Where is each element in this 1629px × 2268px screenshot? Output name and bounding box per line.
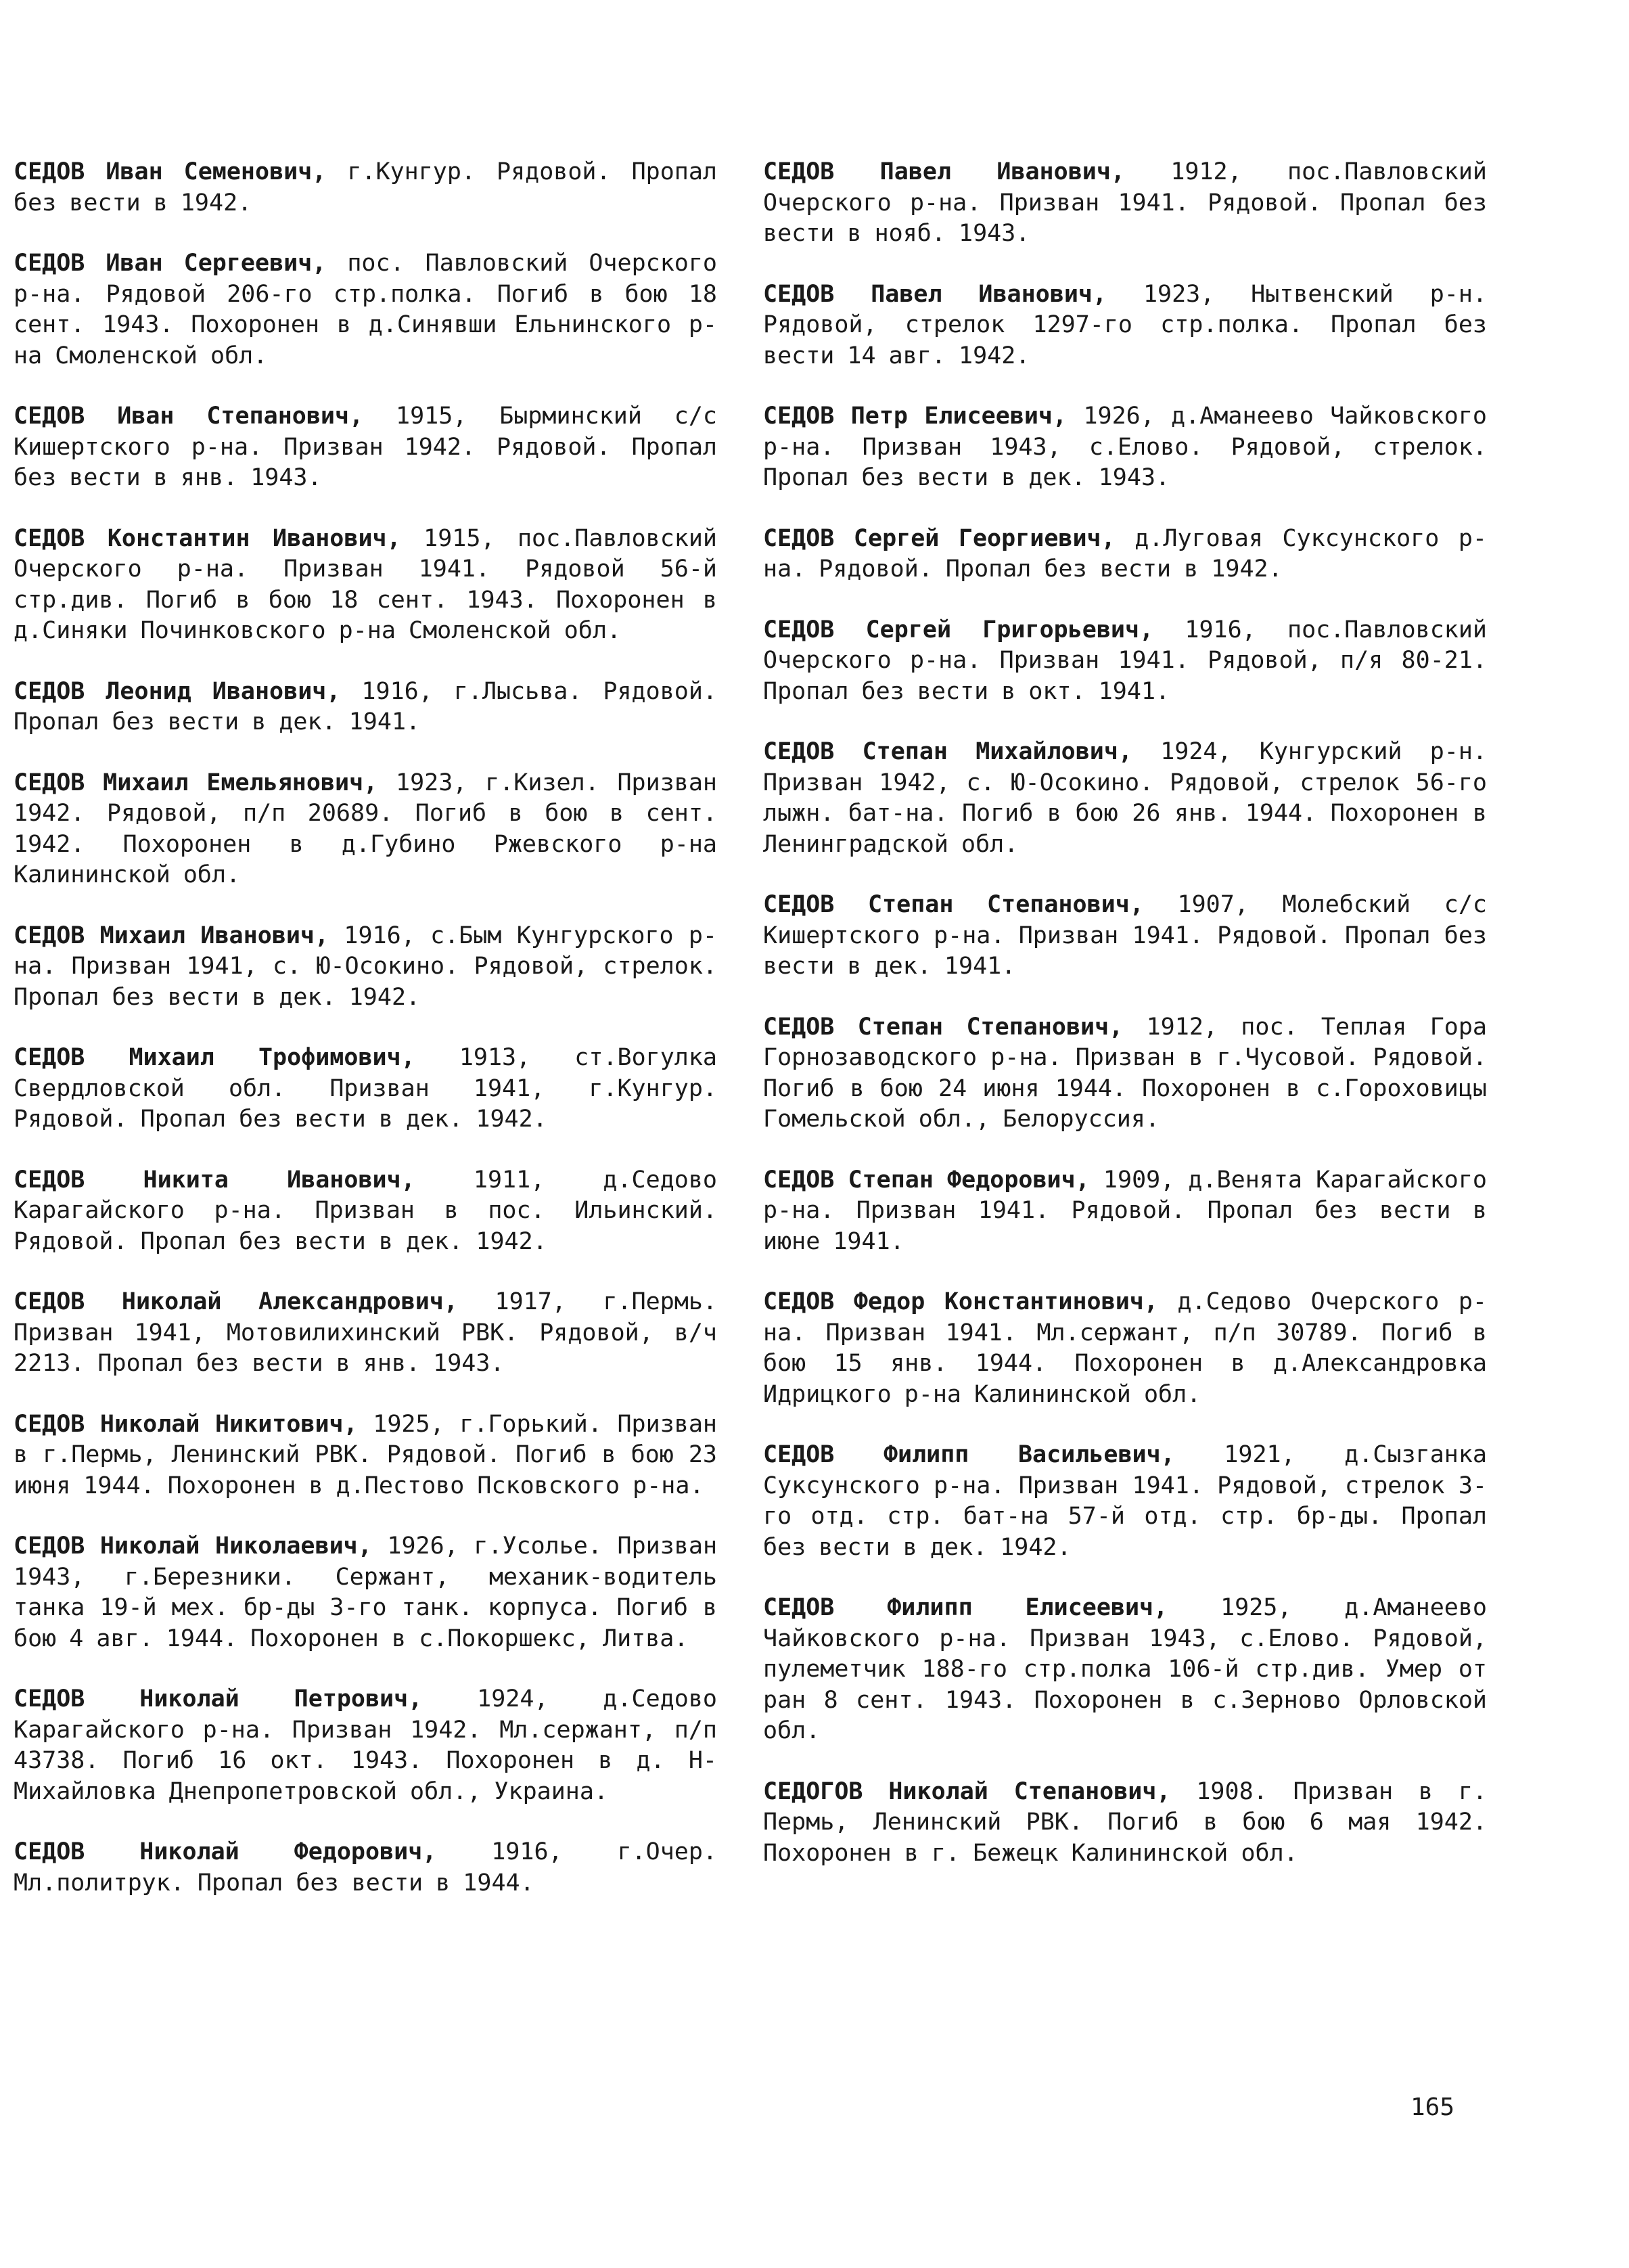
entry-name: СЕДОГОВ Николай Степанович,	[763, 1777, 1171, 1805]
entry-name: СЕДОВ Иван Семенович,	[14, 158, 327, 185]
entry-text: 1911, д.Седово Карагайского р-на. Призван в пос. Ильинский. Рядовой. Пропал без вести в дек. 1942.	[14, 1166, 717, 1255]
entry-name: СЕДОВ Николай Николаевич,	[14, 1533, 372, 1560]
entry-text: 1925, д.Аманеево Чайковского р-на. Призван 1943, с.Елово. Рядовой, пулеметчик 188-го стр.полка 106-й стр.див. Умер от ран 8 сент. 1943. Похоронен в с.Зерново Орловской обл.	[763, 1594, 1488, 1744]
entry-text: пос. Павловский Очерского р-на. Рядовой 206-го стр.полка. Погиб в бою 18 сент. 1943. Похоронен в д.Синявши Ельнинского р-на Смоленской обл.	[14, 250, 717, 369]
entry-name: СЕДОВ Степан Михайлович,	[763, 738, 1132, 765]
entry	[14, 1684, 717, 1807]
entry	[14, 1287, 717, 1380]
entry-text: 1917, г.Пермь. Призван 1941, Мотовилихинский РВК. Рядовой, в/ч 2213. Пропал без вести в янв. 1943.	[14, 1288, 717, 1377]
entry	[763, 1777, 1487, 1869]
entry-name: СЕДОВ Никита Иванович,	[14, 1166, 415, 1194]
entry-text: 1913, ст.Вогулка Свердловской обл. Призван 1941, г.Кунгур. Рядовой. Пропал без вести в дек. 1942.	[14, 1044, 717, 1133]
entry-name: СЕДОВ Степан Степанович,	[763, 891, 1144, 918]
entry	[14, 248, 717, 371]
entry-text: 1908. Призван в г. Пермь, Ленинский РВК. Погиб в бою 6 мая 1942. Похоронен в г. Бежецк Калининской обл.	[763, 1777, 1487, 1867]
entry-name: СЕДОВ Михаил Емельянович,	[14, 769, 378, 796]
entry-name: СЕДОВ Иван Сергеевич,	[14, 250, 327, 277]
entry-name: СЕДОВ Петр Елисеевич,	[763, 403, 1068, 430]
entry-name: СЕДОВ Филипп Елисеевич,	[763, 1594, 1168, 1621]
entry	[14, 921, 717, 1014]
entry-name: СЕДОВ Павел Иванович,	[763, 158, 1125, 185]
entry-text: 1916, с.Бым Кунгурского р-на. Призван 1941, с. Ю-Осокино. Рядовой, стрелок. Пропал без вести в дек. 1942.	[14, 922, 717, 1011]
entry	[14, 401, 717, 494]
entry-name: СЕДОВ Николай Никитович,	[14, 1410, 358, 1438]
entry-text: 1926, д.Аманеево Чайковского р-на. Призван 1943, с.Елово. Рядовой, стрелок. Пропал без вести в дек. 1943.	[763, 403, 1488, 491]
entry-name: СЕДОВ Филипп Васильевич,	[763, 1441, 1175, 1468]
entry-name: СЕДОВ Константин Иванович,	[14, 524, 401, 552]
entry-name: СЕДОВ Степан Федорович,	[763, 1166, 1090, 1194]
entry-name: СЕДОВ Сергей Георгиевич,	[763, 524, 1116, 552]
entry	[763, 615, 1487, 708]
entry	[763, 157, 1487, 250]
entry-name: СЕДОВ Николай Федорович,	[14, 1838, 437, 1865]
entry-name: СЕДОВ Леонид Иванович,	[14, 677, 341, 705]
entry	[14, 1409, 717, 1502]
entry-text: 1909, д.Венята Карагайского р-на. Призван 1941. Рядовой. Пропал без вести в июне 1941.	[763, 1166, 1487, 1255]
entry-text: 1925, г.Горький. Призван в г.Пермь, Ленинский РВК. Рядовой. Погиб в бою 23 июня 1944. Похоронен в д.Пестово Псковского р-на.	[14, 1410, 717, 1499]
entry-name: СЕДОВ Павел Иванович,	[763, 280, 1107, 308]
entry	[763, 1165, 1487, 1258]
entry-text: 1926, г.Усолье. Призван 1943, г.Березники. Сержант, механик-водитель танка 19-й мех. бр-ды 3-го танк. корпуса. Погиб в бою 4 авг. 1944. Похоронен в с.Покоршекс, Литва.	[14, 1533, 718, 1652]
entry	[14, 157, 717, 219]
entry-name: СЕДОВ Николай Петрович,	[14, 1685, 423, 1713]
entry-text: д.Седово Очерского р-на. Призван 1941. Мл.сержант, п/п 30789. Погиб в бою 15 янв. 1944. Похоронен в д.Александровка Идрицкого р-на Калининской обл.	[763, 1288, 1487, 1408]
entry-text: 1915, пос.Павловский Очерского р-на. Призван 1941. Рядовой 56-й стр.див. Погиб в бою 18 сент. 1943. Похоронен в д.Синяки Починковского р-на Смоленской обл.	[14, 524, 717, 644]
entry	[14, 1165, 717, 1258]
entry	[14, 1043, 717, 1135]
entry-text: 1915, Бырминский с/с Кишертского р-на. Призван 1942. Рядовой. Пропал без вести в янв. 1943.	[14, 403, 717, 491]
right-column	[763, 157, 1487, 1899]
entry-text: 1907, Молебский с/с Кишертского р-на. Призван 1941. Рядовой. Пропал без вести в дек. 1941.	[763, 891, 1487, 980]
entry	[763, 1593, 1487, 1747]
entry	[14, 768, 717, 891]
entry-text: 1923, г.Кизел. Призван 1942. Рядовой, п/п 20689. Погиб в бою в сент. 1942. Похоронен в д.Губино Ржевского р-на Калининской обл.	[14, 769, 717, 888]
entry	[14, 1837, 717, 1899]
entry-name: СЕДОВ Сергей Григорьевич,	[763, 616, 1154, 643]
entry-name: СЕДОВ Михаил Иванович,	[14, 922, 329, 949]
entry	[14, 677, 717, 738]
entry-text: г.Кунгур. Рядовой. Пропал без вести в 1942.	[14, 158, 717, 217]
entry-name: СЕДОВ Иван Степанович,	[14, 403, 364, 430]
entry-text: 1916, пос.Павловский Очерского р-на. Призван 1941. Рядовой, п/я 80-21. Пропал без вести в окт. 1941.	[763, 616, 1487, 705]
entry	[14, 524, 717, 647]
entry	[763, 737, 1487, 860]
entry	[763, 524, 1487, 585]
entry-name: СЕДОВ Степан Степанович,	[763, 1013, 1124, 1041]
entry-name: СЕДОВ Николай Александрович,	[14, 1288, 458, 1315]
entry-text: 1924, д.Седово Карагайского р-на. Призван 1942. Мл.сержант, п/п 43738. Погиб 16 окт. 1943. Похоронен в д. Н-Михайловка Днепропетровской обл., Украина.	[14, 1685, 717, 1805]
entry-text: 1924, Кунгурский р-н. Призван 1942, с. Ю-Осокино. Рядовой, стрелок 56-го лыжн. бат-на. Погиб в бою 26 янв. 1944. Похоронен в Ленинградской обл.	[763, 738, 1487, 858]
entry-text: 1916, г.Лысьва. Рядовой. Пропал без вести в дек. 1941.	[14, 677, 717, 735]
entry	[763, 401, 1487, 494]
entry-text: 1923, Нытвенский р-н. Рядовой, стрелок 1297-го стр.полка. Пропал без вести 14 авг. 1942.	[763, 280, 1488, 369]
left-column	[14, 157, 717, 1928]
entry	[763, 890, 1487, 982]
entry-name: СЕДОВ Федор Константинович,	[763, 1288, 1158, 1315]
entry	[14, 1531, 717, 1654]
entry-text: 1912, пос. Теплая Гора Горнозаводского р-на. Призван в г.Чусовой. Рядовой. Погиб в бою 24 июня 1944. Похоронен в с.Гороховицы Гомельской обл., Белоруссия.	[763, 1013, 1487, 1133]
entry-text: д.Луговая Суксунского р-на. Рядовой. Пропал без вести в 1942.	[763, 524, 1487, 583]
entry-name: СЕДОВ Михаил Трофимович,	[14, 1044, 415, 1071]
entry	[763, 1287, 1487, 1410]
page-number: 165	[1410, 2093, 1455, 2121]
entry	[763, 279, 1487, 372]
entry-text: 1916, г.Очер. Мл.политрук. Пропал без вести в 1944.	[14, 1838, 717, 1897]
entry	[763, 1440, 1487, 1563]
entry-text: 1921, д.Сызганка Суксунского р-на. Призван 1941. Рядовой, стрелок 3-го отд. стр. бат-на 57-й отд. стр. бр-ды. Пропал без вести в дек. 1942.	[763, 1441, 1487, 1561]
entry-text: 1912, пос.Павловский Очерского р-на. Призван 1941. Рядовой. Пропал без вести в нояб. 1943.	[763, 158, 1488, 247]
entry	[763, 1012, 1487, 1135]
